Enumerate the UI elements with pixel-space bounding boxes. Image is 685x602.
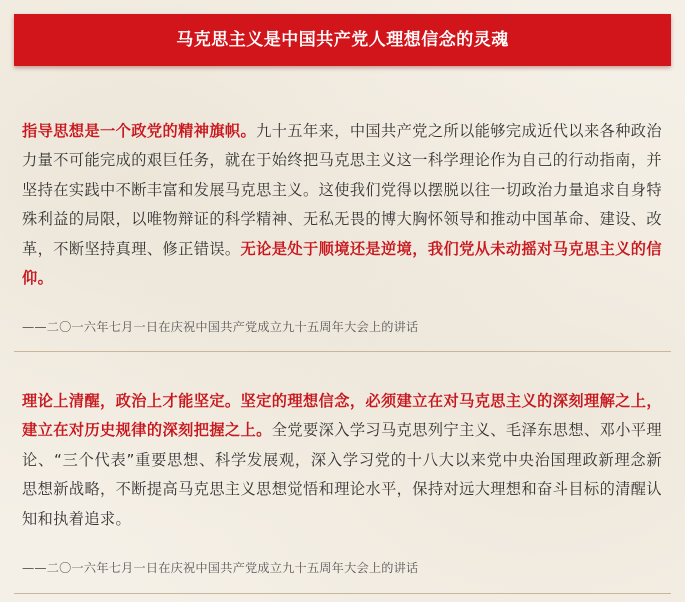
quote-1-source: ——二〇一六年七月一日在庆祝中国共产党成立九十五周年大会上的讲话 <box>22 320 419 334</box>
quote-2-source: ——二〇一六年七月一日在庆祝中国共产党成立九十五周年大会上的讲话 <box>22 561 419 575</box>
quote-paragraph-1 <box>22 117 662 293</box>
quote-2-lead: 理论上清醒，政治上才能坚定。坚定的理想信念，必须建立在对马克思主义的深刻理解之上，建立在对历史规律的深刻把握之上。 <box>22 392 662 440</box>
quote-2-body: 全党要深入学习马克思列宁主义、毛泽东思想、邓小平理论、“三个代表”重要思想、科学发展观，深入学习党的十八大以来党中央治国理政新理念新思想新战略，不断提高马克思主义思想觉悟和理论水平，保持对远大理想和奋斗目标的清醒认知和执着追求。 <box>22 421 662 528</box>
section-divider-2 <box>14 593 671 594</box>
quote-1-tail: 无论是处于顺境还是逆境，我们党从未动摇对马克思主义的信仰。 <box>22 239 662 288</box>
section-divider-1 <box>14 351 671 352</box>
quote-1-lead: 指导思想是一个政党的精神旗帜。 <box>22 122 257 140</box>
title-banner <box>14 14 671 66</box>
quote-paragraph-2 <box>22 387 662 534</box>
page-title: 马克思主义是中国共产党人理想信念的灵魂 <box>176 30 509 50</box>
quote-1-body: 九十五年来，中国共产党之所以能够完成近代以来各种政治力量不可能完成的艰巨任务，就在于始终把马克思主义这一科学理论作为自己的行动指南，并坚持在实践中不断丰富和发展马克思主义。这使我们党得以摆脱以往一切政治力量追求自身特殊利益的局限，以唯物辩证的科学精神、无私无畏的博大胸怀领导和推动中国革命、建设、改革，不断坚持真理、修正错误。 <box>22 122 662 258</box>
